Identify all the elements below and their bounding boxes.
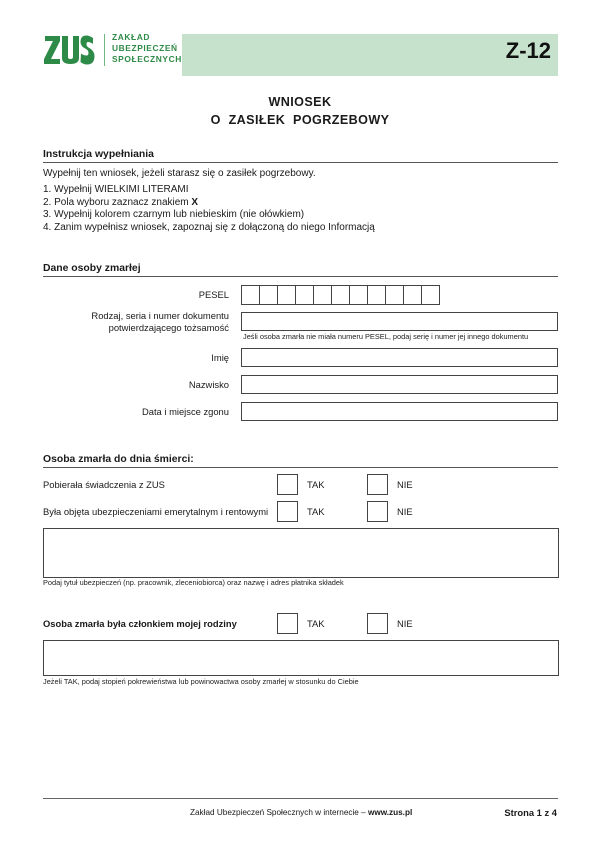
insurance-details-hint: Podaj tytuł ubezpieczeń (np. pracownik, zleceniobiorca) oraz nazwę i adres płatnika składek xyxy=(43,578,344,587)
benefits-yes-label: TAK xyxy=(307,479,325,490)
pesel-digit[interactable] xyxy=(385,285,404,305)
instruction-item: 1. Wypełnij WIELKIMI LITERAMI xyxy=(43,184,189,195)
last-name-field[interactable] xyxy=(241,375,558,394)
family-question: Osoba zmarła była członkiem mojej rodziny xyxy=(43,618,237,629)
zus-logo-icon xyxy=(43,33,95,67)
insurance-no-label: NIE xyxy=(397,506,413,517)
last-name-label: Nazwisko xyxy=(188,379,229,390)
mark-symbol: X xyxy=(191,196,199,208)
insurance-yes-checkbox[interactable] xyxy=(277,501,298,522)
pesel-digit[interactable] xyxy=(259,285,278,305)
instruction-item: 4. Zanim wypełnisz wniosek, zapoznaj się z dołączoną do niego Informacją xyxy=(43,221,375,233)
pesel-digit[interactable] xyxy=(403,285,422,305)
family-relation-hint: Jeżeli TAK, podaj stopień pokrewieństwa lub powinowactwa osoby zmarłej w stosunku do Ciebie xyxy=(43,677,359,686)
pesel-digit[interactable] xyxy=(421,285,440,305)
pesel-digit[interactable] xyxy=(313,285,332,305)
instructions-intro: Wypełnij ten wniosek, jeżeli starasz się o zasiłek pogrzebowy. xyxy=(43,168,316,179)
until-death-heading: Osoba zmarła do dnia śmierci: xyxy=(43,454,558,468)
pesel-digit[interactable] xyxy=(331,285,350,305)
benefits-no-label: NIE xyxy=(397,479,413,490)
first-name-field[interactable] xyxy=(241,348,558,367)
benefits-question: Pobierała świadczenia z ZUS xyxy=(43,479,165,490)
insurance-question: Była objęta ubezpieczeniami emerytalnym i rentowymi xyxy=(43,506,269,517)
logo-divider xyxy=(104,34,105,66)
pesel-digit[interactable] xyxy=(241,285,260,305)
family-yes-label: TAK xyxy=(307,618,325,629)
document-label: Rodzaj, seria i numer dokumentu potwierdzającego tożsamość xyxy=(91,310,229,333)
logo-text: ZAKŁAD UBEZPIECZEŃ SPOŁECZNYCH xyxy=(112,32,182,64)
insurance-details-field[interactable] xyxy=(43,528,559,578)
instruction-item: 2. Pola wyboru zaznacz znakiem X xyxy=(43,196,199,208)
death-date-place-label: Data i miejsce zgonu xyxy=(141,406,229,417)
header-band xyxy=(182,34,558,76)
family-no-checkbox[interactable] xyxy=(367,613,388,634)
pesel-digit[interactable] xyxy=(349,285,368,305)
page-number: Strona 1 z 4 xyxy=(504,807,557,818)
deceased-heading: Dane osoby zmarłej xyxy=(43,263,558,277)
pesel-input[interactable] xyxy=(241,285,439,305)
benefits-yes-checkbox[interactable] xyxy=(277,474,298,495)
pesel-digit[interactable] xyxy=(367,285,386,305)
footer-link[interactable]: www.zus.pl xyxy=(367,808,413,817)
first-name-label: Imię xyxy=(211,352,229,363)
instruction-item: 3. Wypełnij kolorem czarnym lub niebieskim (nie ołówkiem) xyxy=(43,209,305,220)
footer-text: Zakład Ubezpieczeń Społecznych w internecie – www.zus.pl xyxy=(190,808,413,817)
form-code: Z-12 xyxy=(505,38,551,63)
death-date-place-field[interactable] xyxy=(241,402,558,421)
pesel-digit[interactable] xyxy=(295,285,314,305)
page-title-line2: O ZASIŁEK POGRZEBOWY xyxy=(210,113,390,127)
family-no-label: NIE xyxy=(397,618,413,629)
benefits-no-checkbox[interactable] xyxy=(367,474,388,495)
instructions-heading: Instrukcja wypełniania xyxy=(43,149,558,163)
pesel-digit[interactable] xyxy=(277,285,296,305)
insurance-yes-label: TAK xyxy=(307,506,325,517)
insurance-no-checkbox[interactable] xyxy=(367,501,388,522)
instructions-list xyxy=(43,184,375,234)
document-field[interactable] xyxy=(241,312,558,331)
family-yes-checkbox[interactable] xyxy=(277,613,298,634)
family-relation-field[interactable] xyxy=(43,640,559,676)
pesel-label: PESEL xyxy=(198,289,229,300)
page-title-line1: WNIOSEK xyxy=(268,95,332,109)
document-hint: Jeśli osoba zmarła nie miała numeru PESEL, podaj serię i numer jej innego dokumentu xyxy=(243,332,529,341)
footer-divider xyxy=(43,798,558,799)
